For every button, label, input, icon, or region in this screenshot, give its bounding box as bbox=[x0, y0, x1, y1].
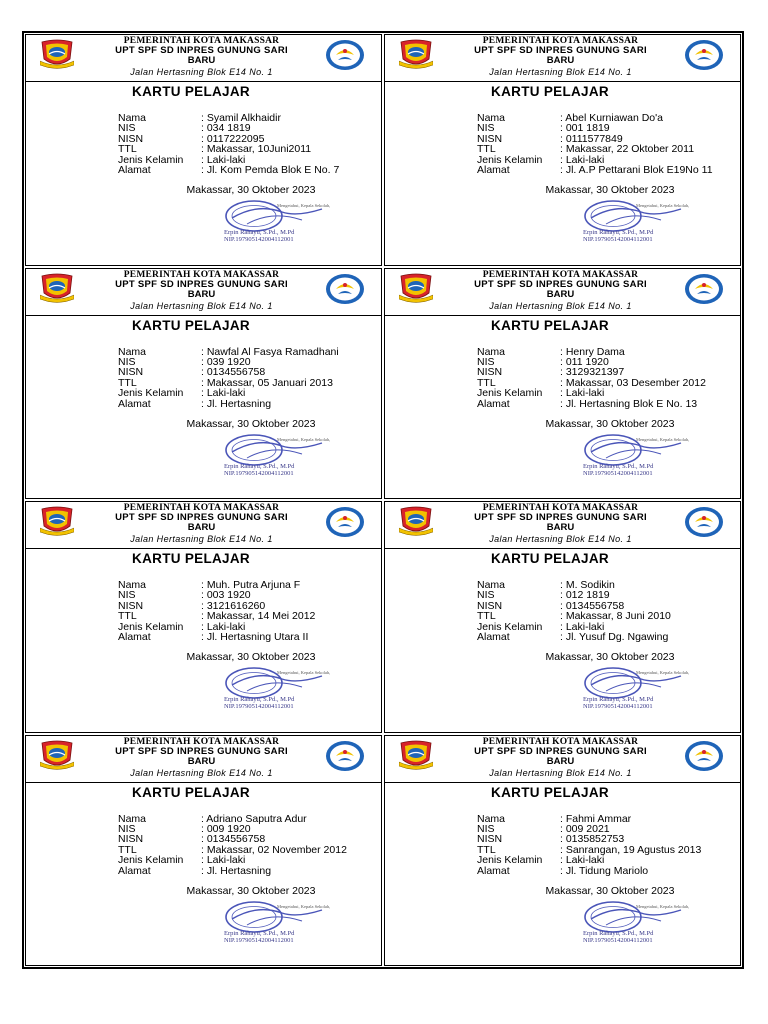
makassar-city-logo-icon bbox=[40, 39, 74, 69]
header-school-name: UPT SPF SD INPRES GUNUNG SARI bbox=[474, 512, 647, 523]
row-alamat bbox=[118, 866, 347, 876]
label-jenis-kelamin: Jenis Kelamin bbox=[118, 153, 184, 166]
card-title: KARTU PELAJAR bbox=[491, 317, 609, 333]
row-alamat bbox=[118, 399, 339, 409]
value-nisn: : 3121616260 bbox=[201, 599, 266, 612]
stamp-caption: Mengetahui, Kepala Sekolah, bbox=[636, 436, 690, 442]
value-nama: : M. Sodikin bbox=[560, 579, 615, 591]
value-nama: : Adriano Saputra Adur bbox=[201, 812, 307, 825]
value-ttl: : Makassar, 14 Mei 2012 bbox=[201, 610, 316, 623]
student-card-5 bbox=[25, 501, 382, 733]
signature-stroke-icon bbox=[591, 209, 681, 218]
student-details bbox=[118, 814, 347, 876]
label-nis: NIS bbox=[477, 122, 495, 135]
header-school-name-cont: BARU bbox=[546, 755, 575, 767]
header-government: PEMERINTAH KOTA MAKASSAR bbox=[123, 736, 280, 747]
value-alamat: : Jl. Hertasning bbox=[201, 397, 272, 410]
header-school-name-cont: BARU bbox=[187, 288, 216, 300]
header-address: Jalan Hertasning Blok E14 No. 1 bbox=[130, 767, 273, 778]
header-government: PEMERINTAH KOTA MAKASSAR bbox=[482, 269, 639, 280]
label-alamat: Alamat bbox=[118, 397, 151, 410]
row-alamat bbox=[118, 165, 339, 175]
label-jenis-kelamin: Jenis Kelamin bbox=[477, 387, 543, 400]
value-nisn: : 0111577849 bbox=[560, 132, 623, 145]
header-government: PEMERINTAH KOTA MAKASSAR bbox=[482, 503, 639, 513]
headmaster-nip: NIP.197905142004112001 bbox=[224, 936, 294, 944]
value-nisn: : 0135852753 bbox=[560, 833, 625, 846]
value-alamat: : Jl. Hertasning Blok E No. 13 bbox=[560, 397, 698, 410]
label-nisn: NISN bbox=[118, 366, 144, 379]
headmaster-nip: NIP.197905142004112001 bbox=[224, 703, 294, 710]
value-nama: : Syamil Alkhaidir bbox=[201, 112, 281, 124]
header-address: Jalan Hertasning Blok E14 No. 1 bbox=[489, 534, 632, 544]
value-ttl: : Sanrangan, 19 Agustus 2013 bbox=[560, 843, 702, 856]
signature-stroke-icon bbox=[232, 442, 322, 451]
value-nisn: : 0134556758 bbox=[201, 366, 266, 379]
card-header bbox=[26, 269, 381, 316]
header-government: PEMERINTAH KOTA MAKASSAR bbox=[123, 503, 280, 513]
headmaster-name: Erpin Rahayu, S.Pd., M.Pd bbox=[583, 929, 654, 937]
label-nis: NIS bbox=[477, 822, 495, 835]
header-address: Jalan Hertasning Blok E14 No. 1 bbox=[489, 767, 632, 778]
value-nama: : Abel Kurniawan Do'a bbox=[560, 112, 663, 124]
value-alamat: : Jl. Yusuf Dg. Ngawing bbox=[560, 631, 669, 644]
value-nis: : 012 1819 bbox=[560, 589, 610, 602]
headmaster-stamp-signature bbox=[561, 899, 721, 944]
label-ttl: TTL bbox=[118, 143, 137, 156]
headmaster-stamp-signature bbox=[561, 432, 721, 477]
student-details bbox=[477, 113, 713, 175]
header-school-name-cont: BARU bbox=[187, 55, 216, 66]
student-card-7 bbox=[25, 735, 382, 967]
headmaster-nip: NIP.197905142004112001 bbox=[583, 703, 653, 710]
row-jenis-kelamin bbox=[477, 855, 701, 865]
value-ttl: : Makassar, 03 Desember 2012 bbox=[560, 376, 706, 389]
student-card-3 bbox=[25, 268, 382, 500]
makassar-city-logo-icon bbox=[399, 273, 433, 303]
label-nis: NIS bbox=[118, 822, 136, 835]
value-jenis-kelamin: : Laki-laki bbox=[201, 620, 246, 633]
label-nisn: NISN bbox=[477, 366, 503, 379]
value-jenis-kelamin: : Laki-laki bbox=[560, 153, 605, 166]
header-school-name: UPT SPF SD INPRES GUNUNG SARI bbox=[115, 745, 288, 757]
stamp-caption: Mengetahui, Kepala Sekolah, bbox=[636, 670, 690, 675]
headmaster-name: Erpin Rahayu, S.Pd., M.Pd bbox=[224, 462, 295, 470]
value-ttl: : Makassar, 22 Oktober 2011 bbox=[560, 143, 695, 156]
issue-date: Makassar, 30 Oktober 2023 bbox=[186, 651, 316, 663]
header-school-name-cont: BARU bbox=[546, 288, 575, 300]
label-nama: Nama bbox=[118, 812, 147, 825]
issue-date: Makassar, 30 Oktober 2023 bbox=[545, 884, 675, 897]
student-card-4 bbox=[384, 268, 741, 500]
value-nama: : Nawfal Al Fasya Ramadhani bbox=[201, 345, 339, 358]
headmaster-nip: NIP.197905142004112001 bbox=[224, 469, 294, 477]
student-details bbox=[477, 347, 706, 409]
value-ttl: : Makassar, 8 Juni 2010 bbox=[560, 610, 671, 623]
stamp-caption: Mengetahui, Kepala Sekolah, bbox=[277, 436, 331, 442]
tut-wuri-handayani-logo-icon bbox=[325, 505, 365, 539]
label-ttl: TTL bbox=[477, 610, 496, 623]
tut-wuri-handayani-logo-icon bbox=[325, 272, 365, 306]
headmaster-stamp-signature bbox=[202, 665, 362, 710]
headmaster-stamp-signature bbox=[561, 665, 721, 710]
tut-wuri-handayani-logo-icon bbox=[684, 38, 724, 72]
value-nisn: : 0117222095 bbox=[201, 132, 265, 145]
header-school-name: UPT SPF SD INPRES GUNUNG SARI bbox=[115, 278, 288, 290]
student-card-2 bbox=[384, 34, 741, 266]
value-nisn: : 0134556758 bbox=[201, 833, 266, 846]
makassar-city-logo-icon bbox=[40, 740, 74, 770]
header-address: Jalan Hertasning Blok E14 No. 1 bbox=[130, 534, 273, 544]
header-school-name-cont: BARU bbox=[187, 522, 216, 533]
card-header bbox=[385, 736, 740, 783]
label-nama: Nama bbox=[118, 345, 147, 358]
label-jenis-kelamin: Jenis Kelamin bbox=[477, 620, 543, 633]
header-school-name: UPT SPF SD INPRES GUNUNG SARI bbox=[474, 278, 647, 290]
label-nisn: NISN bbox=[477, 599, 503, 612]
makassar-city-logo-icon bbox=[399, 39, 433, 69]
label-nis: NIS bbox=[118, 122, 136, 135]
value-nisn: : 3129321397 bbox=[560, 366, 625, 379]
header-government: PEMERINTAH KOTA MAKASSAR bbox=[482, 736, 639, 747]
label-ttl: TTL bbox=[477, 843, 496, 856]
label-nama: Nama bbox=[118, 579, 147, 591]
label-nis: NIS bbox=[118, 589, 136, 602]
headmaster-name: Erpin Rahayu, S.Pd., M.Pd bbox=[224, 929, 295, 937]
header-school-name: UPT SPF SD INPRES GUNUNG SARI bbox=[474, 745, 647, 757]
signature-stroke-icon bbox=[232, 676, 322, 685]
headmaster-nip: NIP.197905142004112001 bbox=[583, 936, 653, 944]
value-nama: : Henry Dama bbox=[560, 345, 625, 358]
row-alamat bbox=[477, 399, 706, 409]
stamp-caption: Mengetahui, Kepala Sekolah, bbox=[636, 203, 690, 208]
value-alamat: : Jl. A.P Pettarani Blok E19No 11 bbox=[560, 164, 713, 177]
tut-wuri-handayani-logo-icon bbox=[684, 505, 724, 539]
headmaster-nip: NIP.197905142004112001 bbox=[583, 236, 653, 243]
signature-stroke-icon bbox=[591, 442, 681, 451]
label-nisn: NISN bbox=[118, 599, 144, 612]
headmaster-name: Erpin Rahayu, S.Pd., M.Pd bbox=[224, 229, 295, 236]
header-school-name: UPT SPF SD INPRES GUNUNG SARI bbox=[474, 45, 647, 56]
card-header bbox=[385, 35, 740, 82]
student-details bbox=[477, 580, 671, 642]
row-jenis-kelamin bbox=[118, 855, 347, 865]
label-nama: Nama bbox=[477, 345, 506, 358]
headmaster-stamp-signature bbox=[561, 198, 721, 243]
card-title: KARTU PELAJAR bbox=[491, 784, 609, 800]
header-school-name-cont: BARU bbox=[546, 522, 575, 533]
row-alamat bbox=[477, 632, 671, 642]
value-nis: : 034 1819 bbox=[201, 122, 251, 135]
issue-date: Makassar, 30 Oktober 2023 bbox=[545, 184, 675, 196]
makassar-city-logo-icon bbox=[40, 506, 74, 536]
card-title: KARTU PELAJAR bbox=[491, 551, 609, 566]
label-nisn: NISN bbox=[118, 833, 144, 846]
issue-date: Makassar, 30 Oktober 2023 bbox=[186, 417, 316, 430]
signature-stroke-icon bbox=[232, 209, 322, 218]
value-nis: : 009 2021 bbox=[560, 822, 610, 835]
row-alamat bbox=[477, 165, 713, 175]
label-nis: NIS bbox=[477, 589, 495, 602]
issue-date: Makassar, 30 Oktober 2023 bbox=[186, 184, 316, 196]
label-nis: NIS bbox=[118, 355, 136, 368]
stamp-caption: Mengetahui, Kepala Sekolah, bbox=[277, 903, 331, 909]
headmaster-stamp-signature bbox=[202, 198, 362, 243]
label-jenis-kelamin: Jenis Kelamin bbox=[118, 387, 184, 400]
makassar-city-logo-icon bbox=[40, 273, 74, 303]
headmaster-name: Erpin Rahayu, S.Pd., M.Pd bbox=[583, 696, 654, 703]
card-header bbox=[26, 502, 381, 549]
makassar-city-logo-icon bbox=[399, 506, 433, 536]
label-nis: NIS bbox=[477, 355, 495, 368]
headmaster-nip: NIP.197905142004112001 bbox=[224, 236, 294, 243]
value-nis: : 003 1920 bbox=[201, 589, 251, 602]
headmaster-stamp-signature bbox=[202, 899, 362, 944]
headmaster-name: Erpin Rahayu, S.Pd., M.Pd bbox=[583, 229, 654, 236]
issue-date: Makassar, 30 Oktober 2023 bbox=[545, 417, 675, 430]
value-jenis-kelamin: : Laki-laki bbox=[560, 854, 605, 867]
card-title: KARTU PELAJAR bbox=[132, 84, 250, 99]
headmaster-stamp-signature bbox=[202, 432, 362, 477]
header-address: Jalan Hertasning Blok E14 No. 1 bbox=[489, 300, 632, 311]
label-nisn: NISN bbox=[118, 132, 144, 145]
label-jenis-kelamin: Jenis Kelamin bbox=[477, 153, 543, 166]
label-nama: Nama bbox=[477, 812, 506, 825]
student-details bbox=[477, 814, 701, 876]
label-alamat: Alamat bbox=[477, 164, 510, 177]
tut-wuri-handayani-logo-icon bbox=[684, 272, 724, 306]
label-nisn: NISN bbox=[477, 132, 503, 145]
tut-wuri-handayani-logo-icon bbox=[325, 739, 365, 773]
stamp-caption: Mengetahui, Kepala Sekolah, bbox=[277, 203, 331, 208]
label-nisn: NISN bbox=[477, 833, 503, 846]
header-address: Jalan Hertasning Blok E14 No. 1 bbox=[130, 67, 273, 77]
card-header bbox=[385, 269, 740, 316]
card-header bbox=[385, 502, 740, 549]
card-header bbox=[26, 736, 381, 783]
card-title: KARTU PELAJAR bbox=[132, 551, 250, 566]
value-ttl: : Makassar, 02 November 2012 bbox=[201, 843, 347, 856]
makassar-city-logo-icon bbox=[399, 740, 433, 770]
signature-stroke-icon bbox=[591, 909, 681, 918]
value-nisn: : 0134556758 bbox=[560, 599, 625, 612]
headmaster-name: Erpin Rahayu, S.Pd., M.Pd bbox=[224, 696, 295, 703]
student-details bbox=[118, 580, 315, 642]
card-title: KARTU PELAJAR bbox=[491, 84, 609, 99]
label-jenis-kelamin: Jenis Kelamin bbox=[118, 854, 184, 867]
header-school-name: UPT SPF SD INPRES GUNUNG SARI bbox=[115, 45, 288, 56]
value-jenis-kelamin: : Laki-laki bbox=[560, 387, 605, 400]
student-card-6 bbox=[384, 501, 741, 733]
student-card-8 bbox=[384, 735, 741, 967]
label-ttl: TTL bbox=[118, 376, 137, 389]
header-government: PEMERINTAH KOTA MAKASSAR bbox=[123, 36, 280, 46]
label-alamat: Alamat bbox=[118, 631, 151, 644]
header-school-name: UPT SPF SD INPRES GUNUNG SARI bbox=[115, 512, 288, 523]
label-ttl: TTL bbox=[477, 143, 496, 156]
student-details bbox=[118, 347, 339, 409]
label-ttl: TTL bbox=[118, 843, 137, 856]
value-alamat: : Jl. Hertasning Utara II bbox=[201, 631, 309, 644]
label-nama: Nama bbox=[118, 112, 147, 124]
row-jenis-kelamin bbox=[477, 388, 706, 398]
signature-stroke-icon bbox=[232, 909, 322, 918]
stamp-caption: Mengetahui, Kepala Sekolah, bbox=[636, 903, 690, 909]
label-nama: Nama bbox=[477, 579, 506, 591]
value-nis: : 001 1819 bbox=[560, 122, 610, 135]
value-alamat: : Jl. Kom Pemda Blok E No. 7 bbox=[201, 164, 340, 177]
value-nis: : 039 1920 bbox=[201, 355, 251, 368]
label-ttl: TTL bbox=[118, 610, 137, 623]
row-alamat bbox=[477, 866, 701, 876]
stamp-caption: Mengetahui, Kepala Sekolah, bbox=[277, 670, 331, 675]
student-card-1 bbox=[25, 34, 382, 266]
card-title: KARTU PELAJAR bbox=[132, 784, 250, 800]
label-jenis-kelamin: Jenis Kelamin bbox=[477, 854, 543, 867]
value-jenis-kelamin: : Laki-laki bbox=[201, 387, 246, 400]
value-ttl: : Makassar, 05 Januari 2013 bbox=[201, 376, 333, 389]
value-nama: : Muh. Putra Arjuna F bbox=[201, 579, 301, 591]
value-alamat: : Jl. Tidung Mariolo bbox=[560, 864, 649, 877]
header-school-name-cont: BARU bbox=[546, 55, 575, 66]
signature-stroke-icon bbox=[591, 676, 681, 685]
header-address: Jalan Hertasning Blok E14 No. 1 bbox=[489, 67, 632, 77]
student-details bbox=[118, 113, 339, 175]
tut-wuri-handayani-logo-icon bbox=[684, 739, 724, 773]
id-card-sheet bbox=[22, 31, 744, 969]
row-alamat bbox=[118, 632, 315, 642]
value-nama: : Fahmi Ammar bbox=[560, 812, 632, 825]
header-government: PEMERINTAH KOTA MAKASSAR bbox=[123, 269, 280, 280]
label-alamat: Alamat bbox=[118, 164, 151, 177]
header-school-name-cont: BARU bbox=[187, 755, 216, 767]
card-title: KARTU PELAJAR bbox=[132, 317, 250, 333]
header-government: PEMERINTAH KOTA MAKASSAR bbox=[482, 36, 639, 46]
label-alamat: Alamat bbox=[477, 631, 510, 644]
label-alamat: Alamat bbox=[118, 864, 151, 877]
tut-wuri-handayani-logo-icon bbox=[325, 38, 365, 72]
value-alamat: : Jl. Hertasning bbox=[201, 864, 272, 877]
value-jenis-kelamin: : Laki-laki bbox=[201, 854, 246, 867]
headmaster-nip: NIP.197905142004112001 bbox=[583, 469, 653, 477]
value-ttl: : Makassar, 10Juni2011 bbox=[201, 143, 312, 156]
issue-date: Makassar, 30 Oktober 2023 bbox=[186, 884, 316, 897]
label-nama: Nama bbox=[477, 112, 506, 124]
row-jenis-kelamin bbox=[118, 388, 339, 398]
headmaster-name: Erpin Rahayu, S.Pd., M.Pd bbox=[583, 462, 654, 470]
label-ttl: TTL bbox=[477, 376, 496, 389]
value-nis: : 011 1920 bbox=[560, 355, 609, 368]
value-jenis-kelamin: : Laki-laki bbox=[201, 153, 246, 166]
label-jenis-kelamin: Jenis Kelamin bbox=[118, 620, 184, 633]
card-header bbox=[26, 35, 381, 82]
label-alamat: Alamat bbox=[477, 864, 510, 877]
label-alamat: Alamat bbox=[477, 397, 510, 410]
issue-date: Makassar, 30 Oktober 2023 bbox=[545, 651, 675, 663]
header-address: Jalan Hertasning Blok E14 No. 1 bbox=[130, 300, 273, 311]
value-nis: : 009 1920 bbox=[201, 822, 251, 835]
value-jenis-kelamin: : Laki-laki bbox=[560, 620, 605, 633]
